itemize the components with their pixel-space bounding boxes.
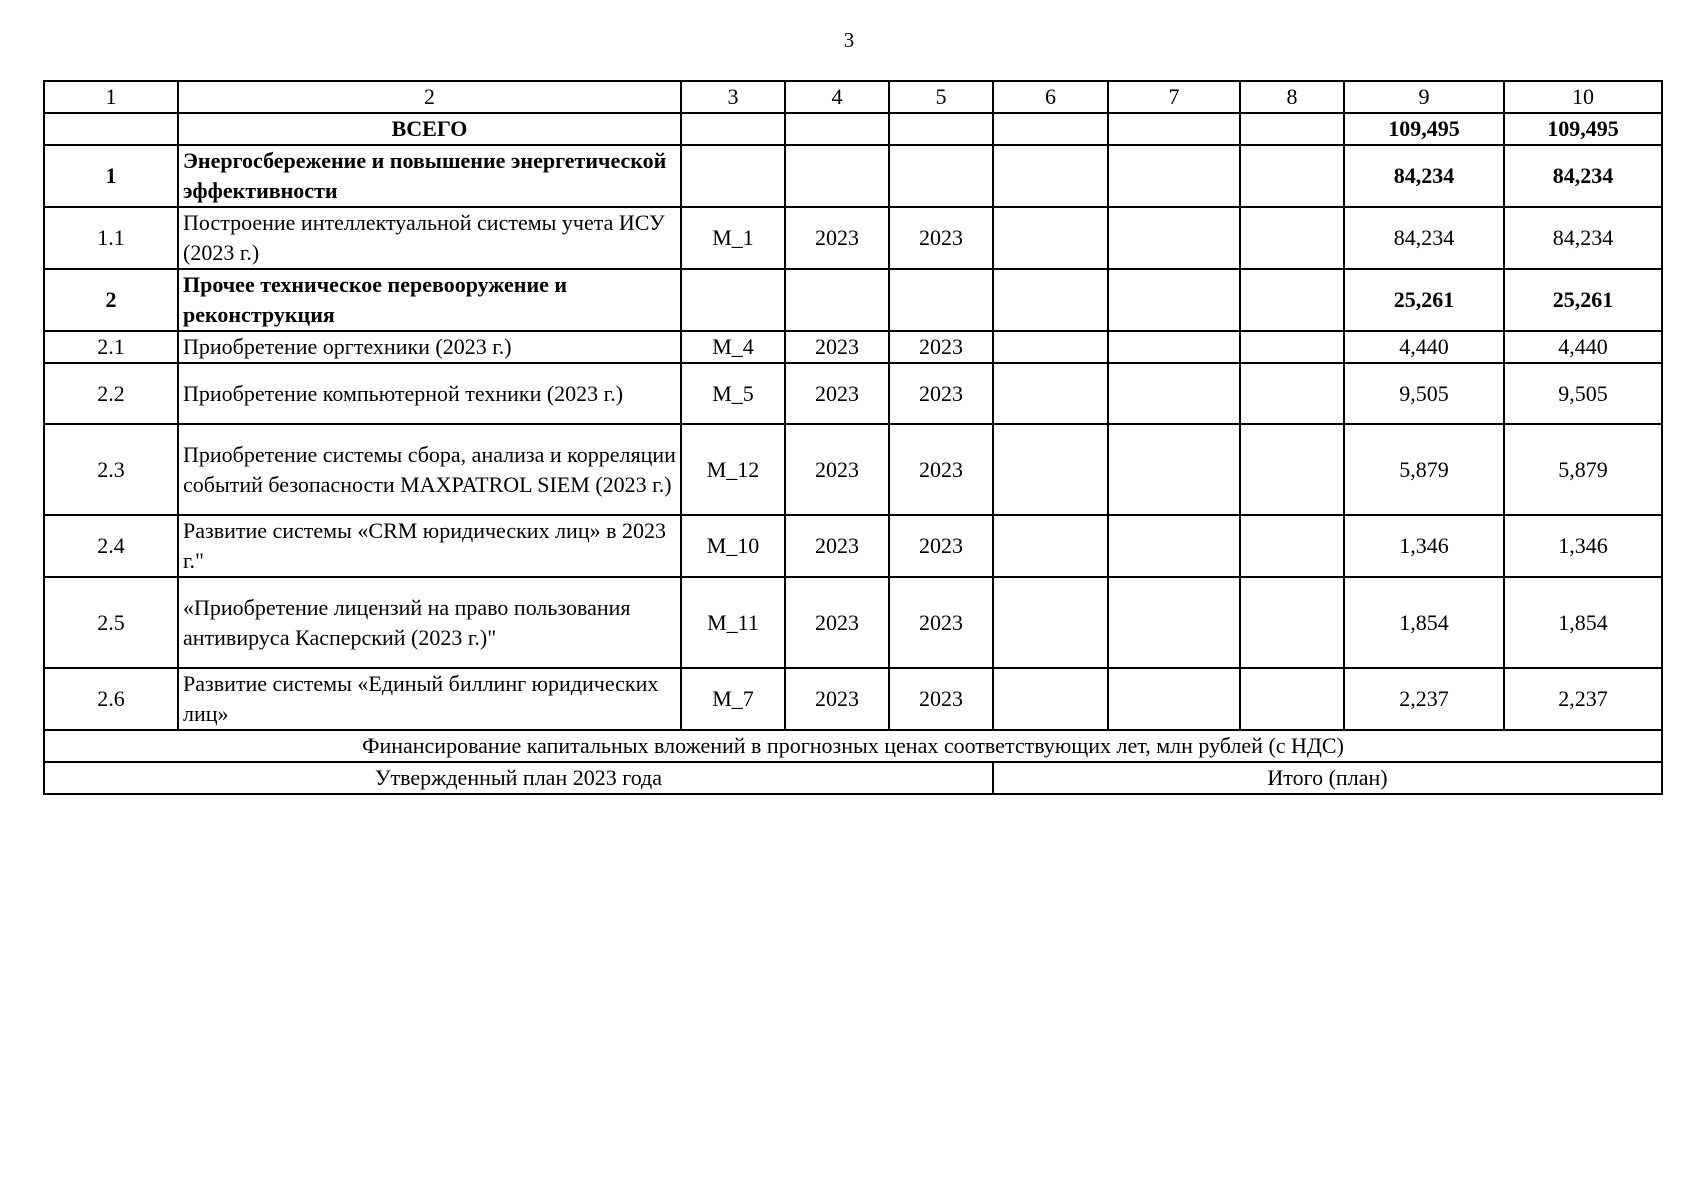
row-num: 2.1 [44, 331, 178, 363]
row-code [681, 269, 785, 331]
row-num: 2.2 [44, 363, 178, 424]
row-num: 2 [44, 269, 178, 331]
table-row [44, 145, 1662, 207]
row-end-year: 2023 [889, 577, 993, 668]
row-code: M_5 [681, 363, 785, 424]
row-code: M_10 [681, 515, 785, 577]
empty-cell [993, 424, 1108, 515]
approved-plan-caption: Утвержденный план 2023 года [44, 762, 993, 794]
empty-cell [889, 113, 993, 145]
row-col10: 25,261 [1504, 269, 1662, 331]
empty-cell [1108, 515, 1240, 577]
row-code: M_4 [681, 331, 785, 363]
column-header: 8 [1240, 81, 1344, 113]
row-col10: 1,346 [1504, 515, 1662, 577]
table-row [44, 269, 1662, 331]
row-code: M_11 [681, 577, 785, 668]
row-start-year [785, 269, 889, 331]
empty-cell [1240, 145, 1344, 207]
empty-cell [993, 207, 1108, 269]
row-col10: 84,234 [1504, 145, 1662, 207]
column-header: 5 [889, 81, 993, 113]
total-num-cell [44, 113, 178, 145]
row-end-year: 2023 [889, 331, 993, 363]
table-row [44, 207, 1662, 269]
row-code [681, 145, 785, 207]
empty-cell [993, 577, 1108, 668]
table-row [44, 668, 1662, 730]
row-col9: 5,879 [1344, 424, 1504, 515]
row-code: M_12 [681, 424, 785, 515]
footer-financing-row [44, 730, 1662, 762]
financing-caption: Финансирование капитальных вложений в прогнозных ценах соответствующих лет, млн рублей (с НДС) [44, 730, 1662, 762]
row-col10: 9,505 [1504, 363, 1662, 424]
row-col10: 5,879 [1504, 424, 1662, 515]
table-row [44, 331, 1662, 363]
row-col9: 9,505 [1344, 363, 1504, 424]
row-name: Развитие системы «Единый биллинг юридических лиц» [178, 668, 681, 730]
row-start-year: 2023 [785, 331, 889, 363]
row-num: 1 [44, 145, 178, 207]
row-col9: 1,854 [1344, 577, 1504, 668]
row-num: 2.6 [44, 668, 178, 730]
row-end-year: 2023 [889, 207, 993, 269]
row-end-year: 2023 [889, 668, 993, 730]
column-header: 1 [44, 81, 178, 113]
row-name: «Приобретение лицензий на право пользования антивируса Касперский (2023 г.)" [178, 577, 681, 668]
empty-cell [1108, 207, 1240, 269]
row-start-year: 2023 [785, 424, 889, 515]
row-col10: 84,234 [1504, 207, 1662, 269]
table-body [44, 81, 1662, 794]
row-num: 2.5 [44, 577, 178, 668]
table-row [44, 424, 1662, 515]
empty-cell [1240, 269, 1344, 331]
empty-cell [993, 363, 1108, 424]
row-name: Приобретение компьютерной техники (2023 г.) [178, 363, 681, 424]
empty-cell [993, 515, 1108, 577]
empty-cell [1108, 145, 1240, 207]
row-end-year [889, 145, 993, 207]
column-header: 4 [785, 81, 889, 113]
row-start-year: 2023 [785, 577, 889, 668]
empty-cell [1108, 269, 1240, 331]
empty-cell [993, 269, 1108, 331]
empty-cell [1108, 668, 1240, 730]
row-name: Приобретение системы сбора, анализа и корреляции событий безопасности MAXPATROL SIEM (2023 г.) [178, 424, 681, 515]
empty-cell [1240, 113, 1344, 145]
empty-cell [1108, 424, 1240, 515]
row-col10: 4,440 [1504, 331, 1662, 363]
row-col9: 2,237 [1344, 668, 1504, 730]
total-row [44, 113, 1662, 145]
row-col10: 1,854 [1504, 577, 1662, 668]
row-start-year: 2023 [785, 363, 889, 424]
empty-cell [1240, 515, 1344, 577]
row-col9: 25,261 [1344, 269, 1504, 331]
row-end-year: 2023 [889, 363, 993, 424]
row-col10: 2,237 [1504, 668, 1662, 730]
footer-plan-row [44, 762, 1662, 794]
page-number: 3 [843, 28, 855, 52]
row-code: M_7 [681, 668, 785, 730]
row-col9: 84,234 [1344, 207, 1504, 269]
empty-cell [993, 668, 1108, 730]
row-end-year: 2023 [889, 424, 993, 515]
row-num: 1.1 [44, 207, 178, 269]
column-header: 7 [1108, 81, 1240, 113]
empty-cell [1240, 363, 1344, 424]
column-header: 10 [1504, 81, 1662, 113]
capital-investment-table [43, 80, 1663, 795]
empty-cell [1108, 113, 1240, 145]
empty-cell [1240, 424, 1344, 515]
empty-cell [1240, 668, 1344, 730]
column-header: 9 [1344, 81, 1504, 113]
table-row [44, 363, 1662, 424]
empty-cell [785, 113, 889, 145]
empty-cell [1108, 577, 1240, 668]
empty-cell [1108, 331, 1240, 363]
column-header: 2 [178, 81, 681, 113]
empty-cell [681, 113, 785, 145]
row-name: Построение интеллектуальной системы учета ИСУ (2023 г.) [178, 207, 681, 269]
row-end-year [889, 269, 993, 331]
row-start-year: 2023 [785, 668, 889, 730]
empty-cell [1240, 331, 1344, 363]
row-name: Приобретение оргтехники (2023 г.) [178, 331, 681, 363]
total-plan-caption: Итого (план) [993, 762, 1662, 794]
row-start-year [785, 145, 889, 207]
row-end-year: 2023 [889, 515, 993, 577]
row-col9: 1,346 [1344, 515, 1504, 577]
column-number-row [44, 81, 1662, 113]
row-start-year: 2023 [785, 515, 889, 577]
empty-cell [993, 331, 1108, 363]
row-name: Энергосбережение и повышение энергетической эффективности [178, 145, 681, 207]
total-col10: 109,495 [1504, 113, 1662, 145]
total-label: ВСЕГО [178, 113, 681, 145]
table-row [44, 577, 1662, 668]
row-num: 2.4 [44, 515, 178, 577]
empty-cell [993, 113, 1108, 145]
empty-cell [1240, 577, 1344, 668]
column-header: 3 [681, 81, 785, 113]
row-col9: 4,440 [1344, 331, 1504, 363]
table-row [44, 515, 1662, 577]
row-name: Прочее техническое перевооружение и реконструкция [178, 269, 681, 331]
row-num: 2.3 [44, 424, 178, 515]
total-col9: 109,495 [1344, 113, 1504, 145]
empty-cell [1240, 207, 1344, 269]
row-code: M_1 [681, 207, 785, 269]
empty-cell [1108, 363, 1240, 424]
empty-cell [993, 145, 1108, 207]
column-header: 6 [993, 81, 1108, 113]
row-name: Развитие системы «CRM юридических лиц» в 2023 г." [178, 515, 681, 577]
row-start-year: 2023 [785, 207, 889, 269]
row-col9: 84,234 [1344, 145, 1504, 207]
